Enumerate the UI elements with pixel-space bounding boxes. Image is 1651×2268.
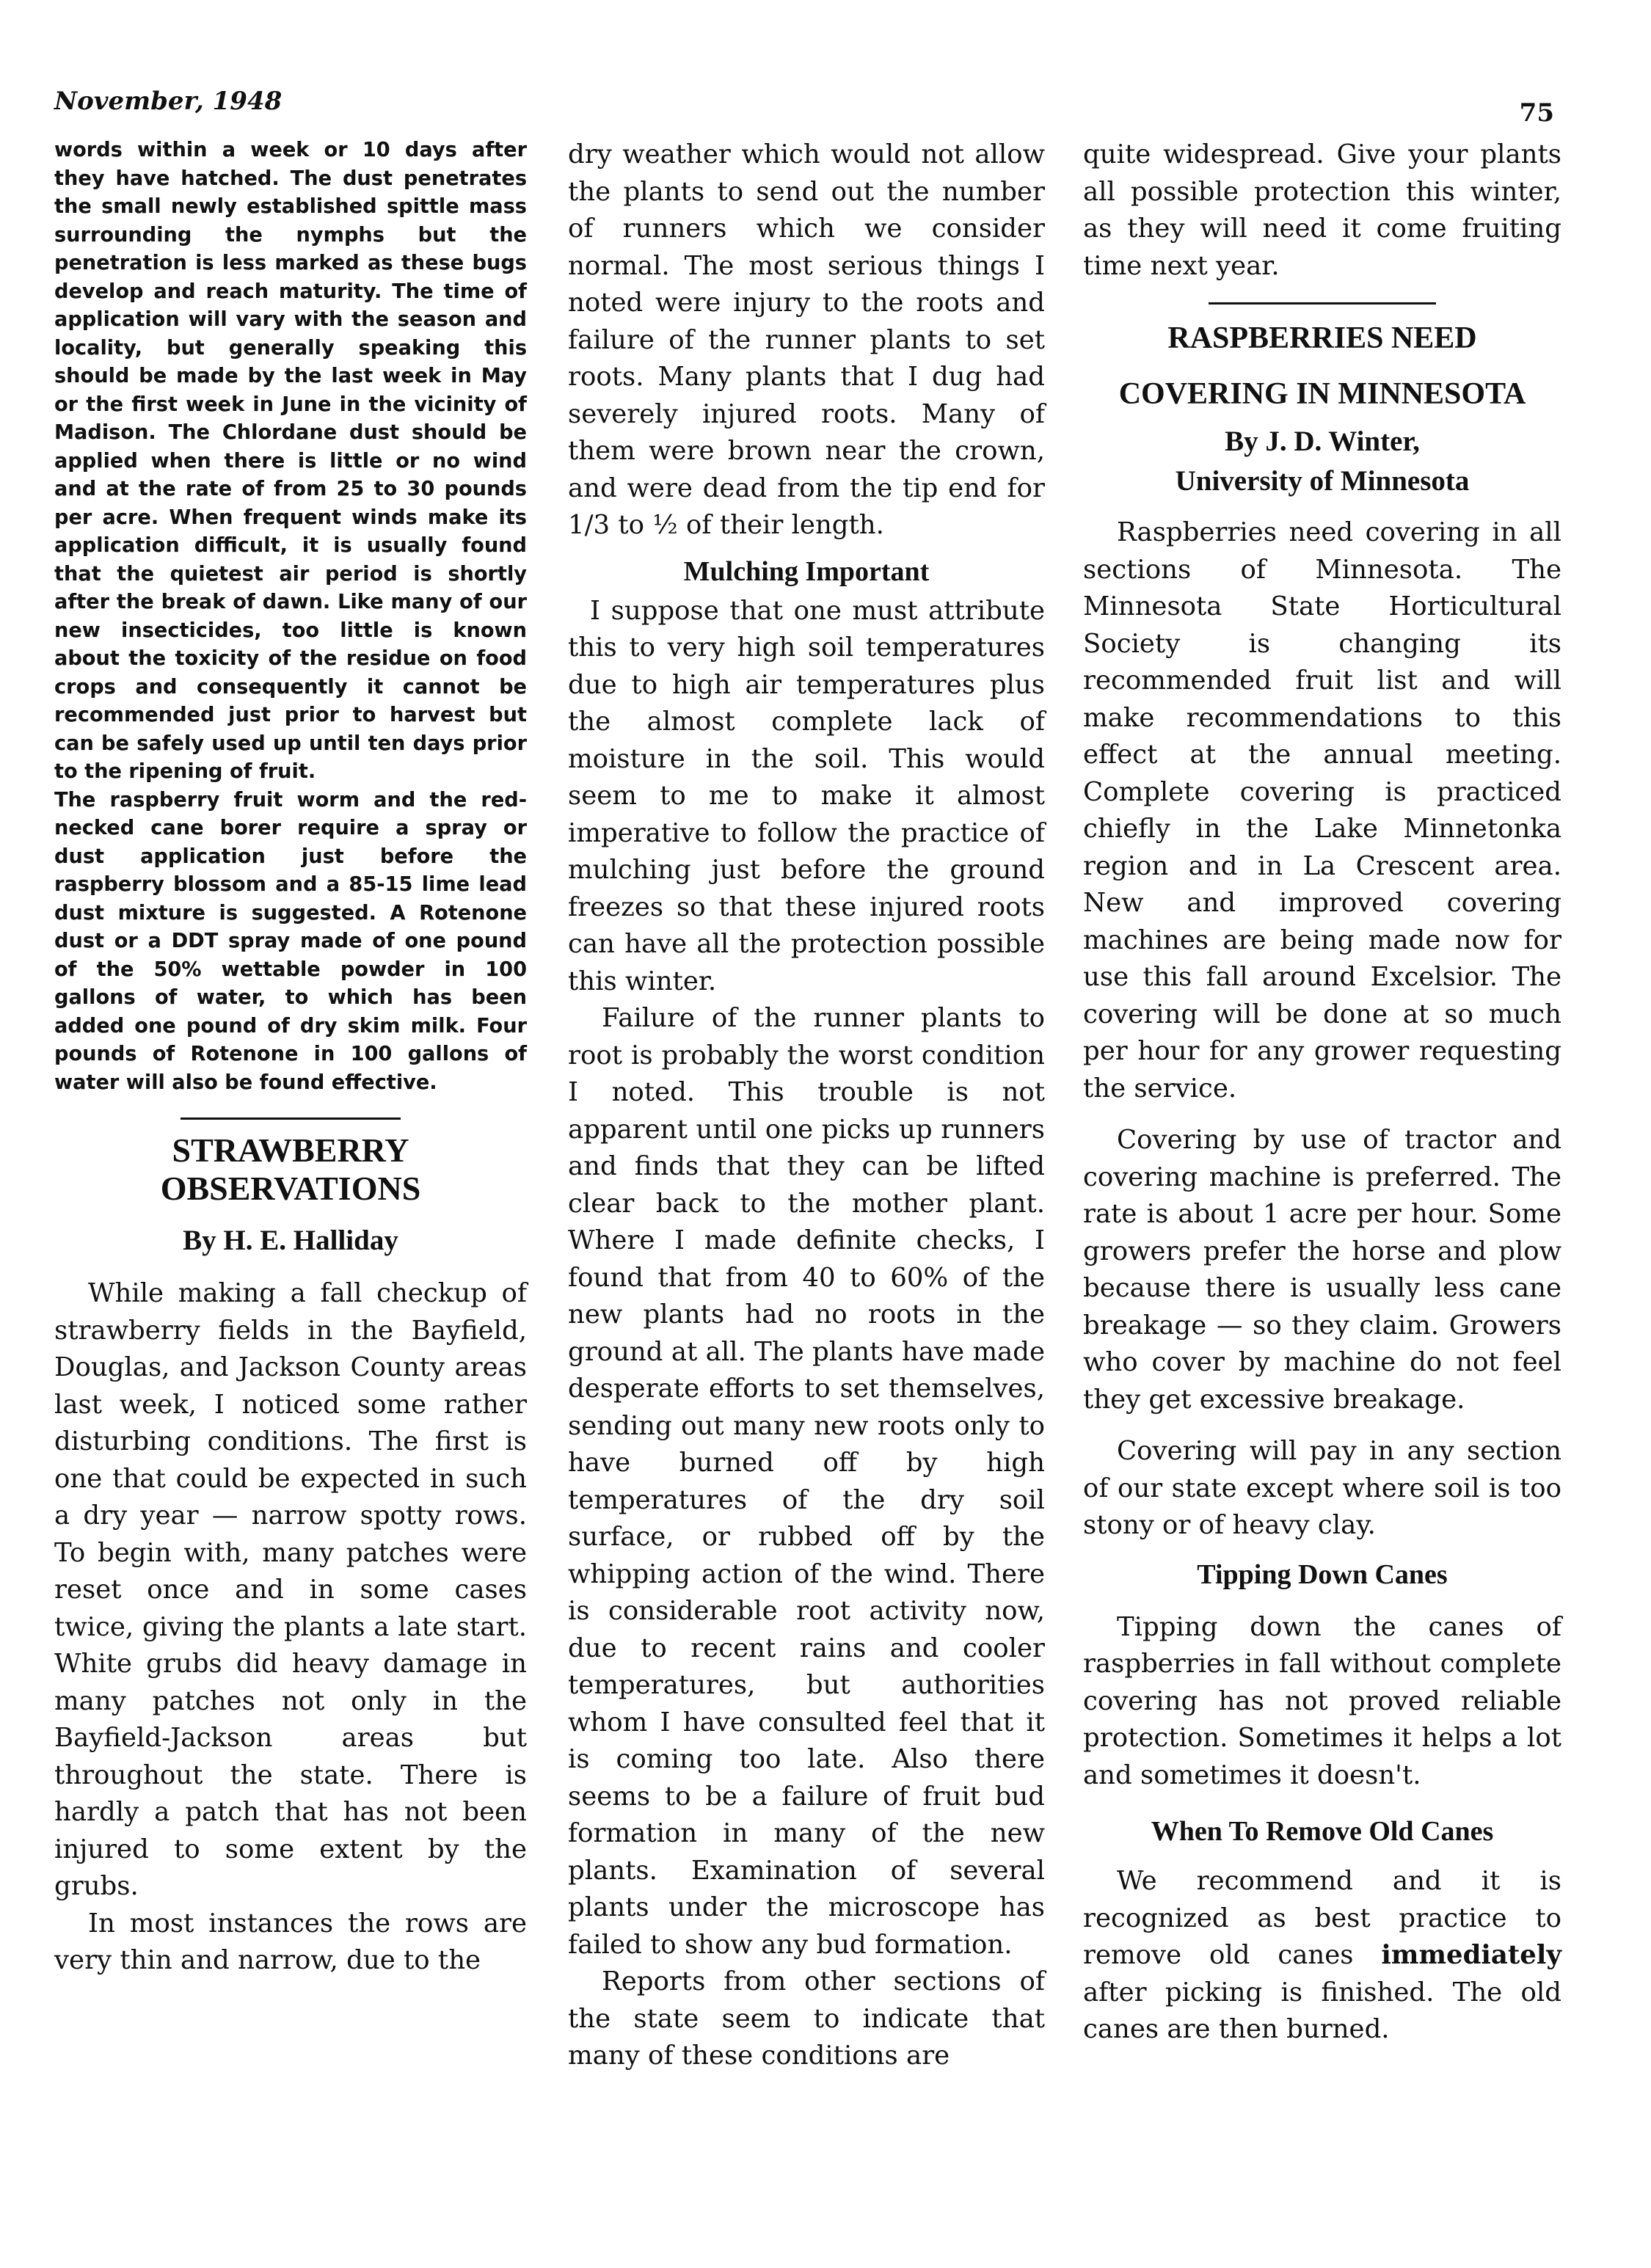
article-title-line-2-raspberries: COVERING IN MINNESOTA (1118, 377, 1526, 411)
column-1 (54, 136, 527, 1980)
other-reports-paragraph: Reports from other sections of the state seem to indicate that many of these conditions are (568, 1966, 1045, 2071)
protection-paragraph: quite widespread. Give your plants all possible protection this winter, as they will need it come fruiting time next year. (1083, 139, 1561, 281)
remove-canes-emphasis: immediately (1381, 1940, 1561, 1970)
tipping-canes-paragraph: Tipping down the canes of raspberries in fall without complete covering has not proved reliable protection. Sometimes it helps a lot and sometimes it doesn't. (1083, 1611, 1561, 1790)
remove-canes-text-start: We recommend and it is recognized as best practice to remove old canes (1083, 1866, 1561, 1970)
spittlebug-text-paragraph: words within a week or 10 days after they have hatched. The dust penetrates the small newly established spittle mass surrounding the nymphs but the penetration is less marked as these bugs develop and reach maturity. The time of application will vary with the season and locality, but generally speaking this should be made by the last week in May or the first week in June in the vicinity of Madison. The Chlordane dust should be applied when there is little or no wind and at the rate of from 25 to 30 pounds per acre. When frequent winds make its application difficult, it is usually found that the quietest air period is shortly after the break of dawn. Like many of our new insecticides, too little is known about the toxicity of the residue on food crops and consequently it cannot be recommended just prior to harvest but can be safely used up until ten days prior to the ripening of fruit. (54, 139, 527, 783)
page-number: 75 (1519, 98, 1554, 128)
subhead-mulching-important: Mulching Important (683, 555, 930, 587)
issue-date: November, 1948 (54, 87, 283, 116)
section-divider (181, 1117, 401, 1120)
remove-canes-text-end: after picking is finished. The old canes are then burned. (1083, 1977, 1561, 2044)
strawberry-intro-paragraph: While making a fall checkup of strawberry fields in the Bayfield, Douglas, and Jackson County areas last week, I noticed some rather disturbing conditions. The first is one that could be expected in such a dry year — narrow spotty rows. To begin with, many patches were reset once and in some cases twice, giving the plants a late start. White grubs did heavy damage in many patches not only in the Bayfield-Jackson areas but throughout the state. There is hardly a patch that has not been injured to some extent by the grubs. (54, 1278, 527, 1901)
remove-canes-paragraph (1083, 1863, 1561, 2049)
tractor-covering-paragraph: Covering by use of tractor and covering machine is preferred. The rate is about 1 acre per hour. Some growers prefer the horse and plow because there is usually less cane breakage — so they claim. Growers who cover by machine do not feel they get excessive breakage. (1083, 1125, 1561, 1415)
covering-intro-paragraph: Raspberries need covering in all sections of Minnesota. The Minnesota State Horticultural Society is changing its recommended fruit list and will make recommendations to this effect at the annual meeting. Complete covering is practiced chiefly in the Lake Minnetonka region and in La Crescent area. New and improved covering machines are being made now for use this fall around Excelsior. The covering will be done at so much per hour for any grower requesting the service. (1083, 517, 1561, 1104)
subhead-remove-old-canes: When To Remove Old Canes (1151, 1816, 1494, 1847)
column-2 (568, 136, 1045, 2075)
section-divider-2 (1209, 302, 1436, 305)
strawberry-rows-paragraph: In most instances the rows are very thin and narrow, due to the (54, 1908, 527, 1975)
article-title-line-1: STRAWBERRY (172, 1131, 409, 1169)
article-title-line-1-raspberries: RASPBERRIES NEED (1167, 321, 1477, 355)
article-byline-author: By J. D. Winter, (1225, 426, 1420, 457)
article-byline-affiliation: University of Minnesota (1175, 465, 1470, 497)
covering-pays-paragraph: Covering will pay in any section of our state except where soil is too stony or of heavy clay. (1083, 1436, 1561, 1540)
subhead-tipping-down-canes: Tipping Down Canes (1197, 1558, 1448, 1590)
runner-plants-paragraph: dry weather which would not allow the plants to send out the number of runners which we consider normal. The most serious things I noted were injury to the roots and failure of the runner plants to set roots. Many plants that I dug had severely injured roots. Many of them were brown near the crown, and were dead from the tip end for 1/3 to ½ of their length. (568, 139, 1045, 540)
mulching-paragraph: I suppose that one must attribute this to very high soil temperatures due to high air temperatures plus the almost complete lack of moisture in the soil. This would seem to me to make it almost imperative to follow the practice of mulching just before the ground freezes so that these injured roots can have all the protection possible this winter. (568, 595, 1045, 996)
article-title-line-2: OBSERVATIONS (160, 1170, 421, 1207)
runner-failure-paragraph: Failure of the runner plants to root is probably the worst condition I noted. This trouble is not apparent until one picks up runners and finds that they can be lifted clear back to the mother plant. Where I made definite checks, I found that from 40 to 60% of the new plants had no roots in the ground at all. The plants have made desperate efforts to set themselves, sending out many new roots only to have burned off by high temperatures of the dry soil surface, or rubbed off by the whipping action of the wind. There is considerable root activity now, due to recent rains and cooler temperatures, but authorities whom I have consulted feel that it is coming too late. Also there seems to be a failure of fruit bud formation in many of the new plants. Examination of several plants under the microscope has failed to show any bud formation. (568, 1003, 1045, 1960)
article-byline: By H. E. Halliday (183, 1225, 398, 1256)
column-3 (1083, 136, 1561, 2049)
fruitworm-text-paragraph: The raspberry fruit worm and the red-necked cane borer require a spray or dust application just before the raspberry blossom and a 85-15 lime lead dust mixture is suggested. A Rotenone dust or a DDT spray made of one pound of the 50% wettable powder in 100 gallons of water, to which has been added one pound of dry skim milk. Four pounds of Rotenone in 100 gallons of water will also be found effective. (54, 788, 527, 1094)
